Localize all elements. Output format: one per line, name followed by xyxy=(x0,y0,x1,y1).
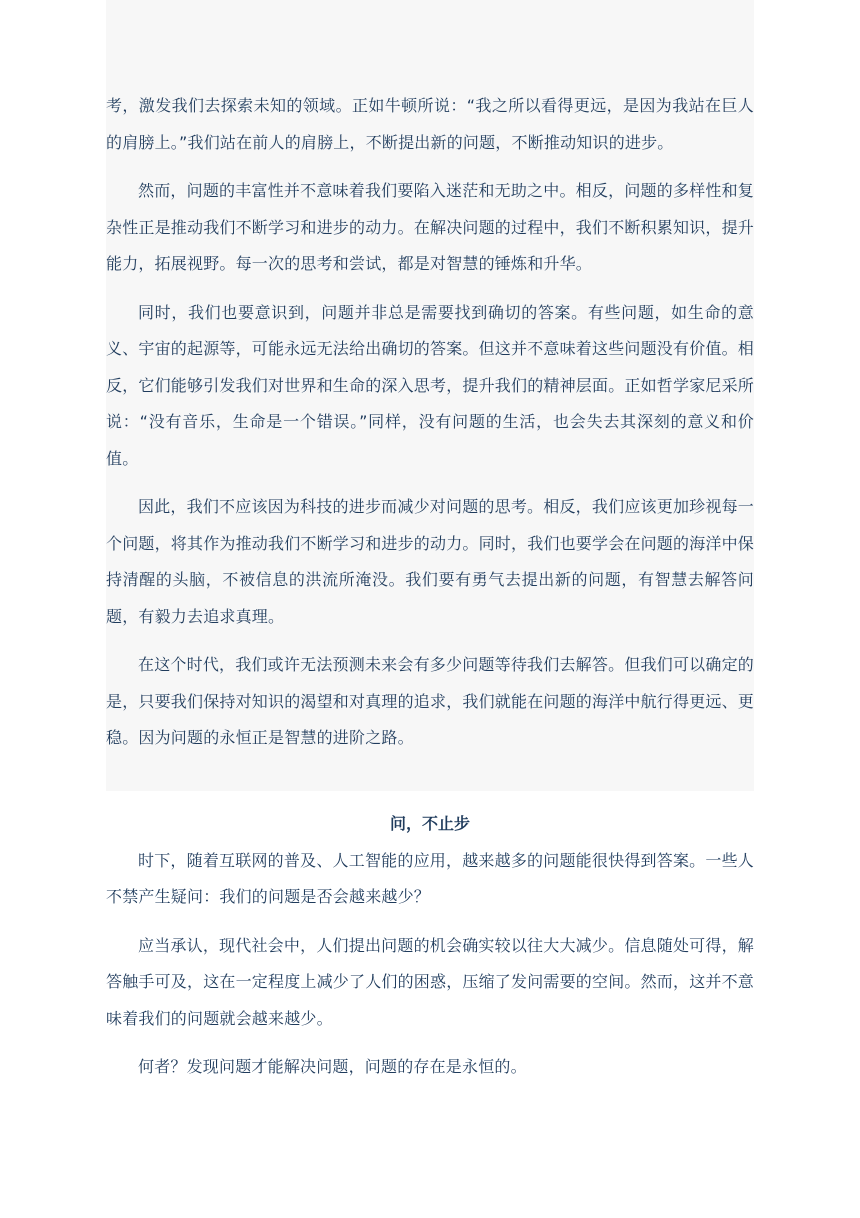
essay-2 xyxy=(106,809,754,1086)
essay-2-paragraph-1: 时下，随着互联网的普及、人工智能的应用，越来越多的问题能很快得到答案。一些人不禁产生疑问：我们的问题是否会越来越少？ xyxy=(106,850,754,906)
essay-1-paragraph-5: 在这个时代，我们或许无法预测未来会有多少问题等待我们去解答。但我们可以确定的是，只要我们保持对知识的渴望和对真理的追求，我们就能在问题的海洋中航行得更远、更稳。因为问题的永恒正是智慧的进阶之路。 xyxy=(106,655,755,747)
essay-2-paragraph-3: 何者？发现问题才能解决问题，问题的存在是永恒的。 xyxy=(138,1057,527,1076)
essay-1-paragraph-4: 因此，我们不应该因为科技的进步而减少对问题的思考。相反，我们应该更加珍视每一个问题，将其作为推动我们不断学习和进步的动力。同时，我们也要学会在问题的海洋中保持清醒的头脑，不被信息的洪流所淹没。我们要有勇气去提出新的问题，有智慧去解答问题，有毅力去追求真理。 xyxy=(106,497,755,626)
essay-2-paragraph-2: 应当承认，现代社会中，人们提出问题的机会确实较以往大大减少。信息随处可得，解答触手可及，这在一定程度上减少了人们的困惑，压缩了发问需要的空间。然而，这并不意味着我们的问题就会越来越少。 xyxy=(106,935,755,1028)
document-page xyxy=(106,0,754,1098)
essay-1-paragraph-3: 同时，我们也要意识到，问题并非总是需要找到确切的答案。有些问题，如生命的意义、宇宙的起源等，可能永远无法给出确切的答案。但这并不意味着这些问题没有价值。相反，它们能够引发我们对世界和生命的深入思考，提升我们的精神层面。正如哲学家尼采所说：“没有音乐，生命是一个错误。”同样，没有问题的生活，也会失去其深刻的意义和价值。 xyxy=(106,302,755,468)
essay-1-paragraph-1: 考，激发我们去探索未知的领域。正如牛顿所说：“我之所以看得更远，是因为我站在巨人的肩膀上。”我们站在前人的肩膀上，不断提出新的问题，不断推动知识的进步。 xyxy=(106,96,754,152)
essay-1-paragraph-2: 然而，问题的丰富性并不意味着我们要陷入迷茫和无助之中。相反，问题的多样性和复杂性正是推动我们不断学习和进步的动力。在解决问题的过程中，我们不断积累知识，提升能力，拓展视野。每一次的思考和尝试，都是对智慧的锤炼和升华。 xyxy=(106,181,755,273)
essay-1-shaded-block xyxy=(106,0,754,791)
essay-2-title: 问，不止步 xyxy=(389,813,470,833)
